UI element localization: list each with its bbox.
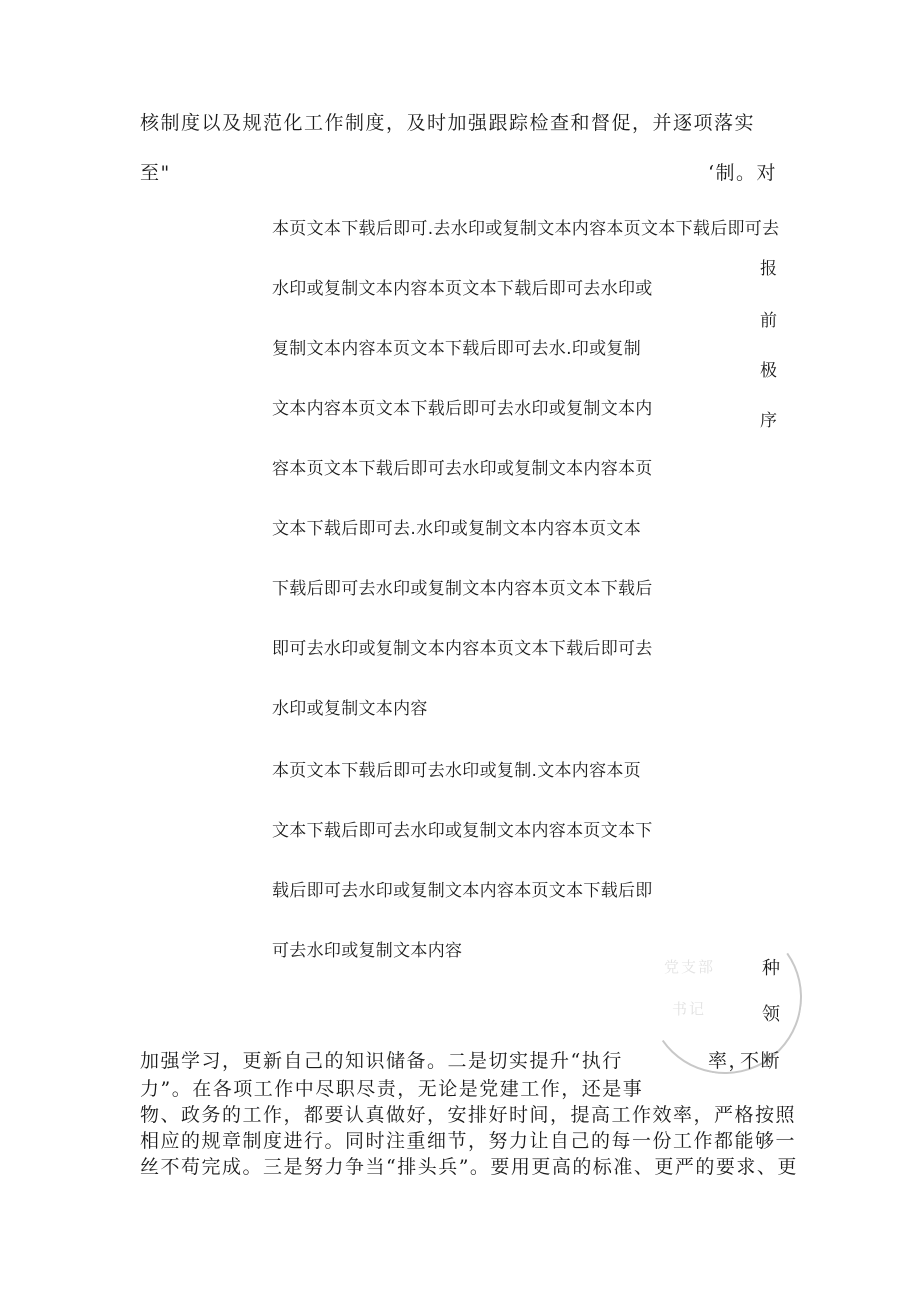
watermark-line: 文本内容本页文本下载后即可去水印或复制文本内 — [272, 399, 653, 419]
body-text-line: 率， — [708, 1050, 750, 1072]
body-text-line: ‘制。对 — [708, 162, 778, 184]
body-text-line: 至" — [140, 162, 171, 184]
watermark-line: 即可去水印或复制文本内容本页文本下载后即可去 — [272, 639, 653, 659]
watermark-line: 下载后即可去水印或复制文本内容本页文本下载后 — [272, 579, 653, 599]
watermark-line: 文本下载后即可去水印或复制文本内容本页文本下 — [272, 821, 653, 841]
watermark-line: 文本下载后即可去.水印或复制文本内容本页文本 — [272, 519, 642, 539]
watermark-line: 容本页文本下载后即可去水印或复制文本内容本页 — [272, 459, 653, 479]
body-text-line: 加强学习，更新自己的知识储备。二是切实提升“执行 — [140, 1050, 623, 1072]
watermark-line: 载后即可去水印或复制文本内容本页文本下载后即 — [272, 881, 653, 901]
watermark-line: 本页文本下载后即可去水印或复制.文本内容本页 — [272, 761, 642, 781]
body-text-line: 丝不苟完成。三是努力争当“排头兵”。要用更高的标准、更严的要求、更 — [140, 1156, 798, 1178]
body-text-line: 核制度以及规范化工作制度，及时加强跟踪检查和督促，并逐项落实 — [140, 112, 756, 134]
watermark-line: 本页文本下载后即可.去水印或复制文本内容本页文本下载后即可去 — [272, 219, 780, 239]
body-text-line: 力”。在各项工作中尽职尽责，无论是党建工作，还是事 — [140, 1078, 644, 1100]
stamp-text: 党支部 — [664, 958, 716, 976]
body-text-line: 物、政务的工作，都要认真做好，安排好时间，提高工作效率，严格按照 — [140, 1104, 797, 1126]
body-text-line: 相应的规章制度进行。同时注重细节，努力让自己的每一份工作都能够一 — [140, 1130, 797, 1152]
body-text-line: 不断 — [740, 1050, 782, 1072]
side-character: 极 — [760, 361, 779, 381]
watermark-line: 可去水印或复制文本内容 — [272, 941, 463, 961]
side-character: 序 — [760, 411, 779, 431]
side-character: 报 — [760, 259, 779, 279]
side-character: 前 — [760, 311, 779, 331]
stamp-text: 书记 — [672, 1000, 707, 1018]
side-character: 种 — [762, 958, 782, 979]
side-character: 领 — [762, 1004, 782, 1025]
watermark-line: 水印或复制文本内容 — [272, 699, 428, 719]
watermark-line: 复制文本内容本页文本下载后即可去水.印或复制 — [272, 339, 642, 359]
watermark-line: 水印或复制文本内容本页文本下载后即可去水印或 — [272, 279, 653, 299]
